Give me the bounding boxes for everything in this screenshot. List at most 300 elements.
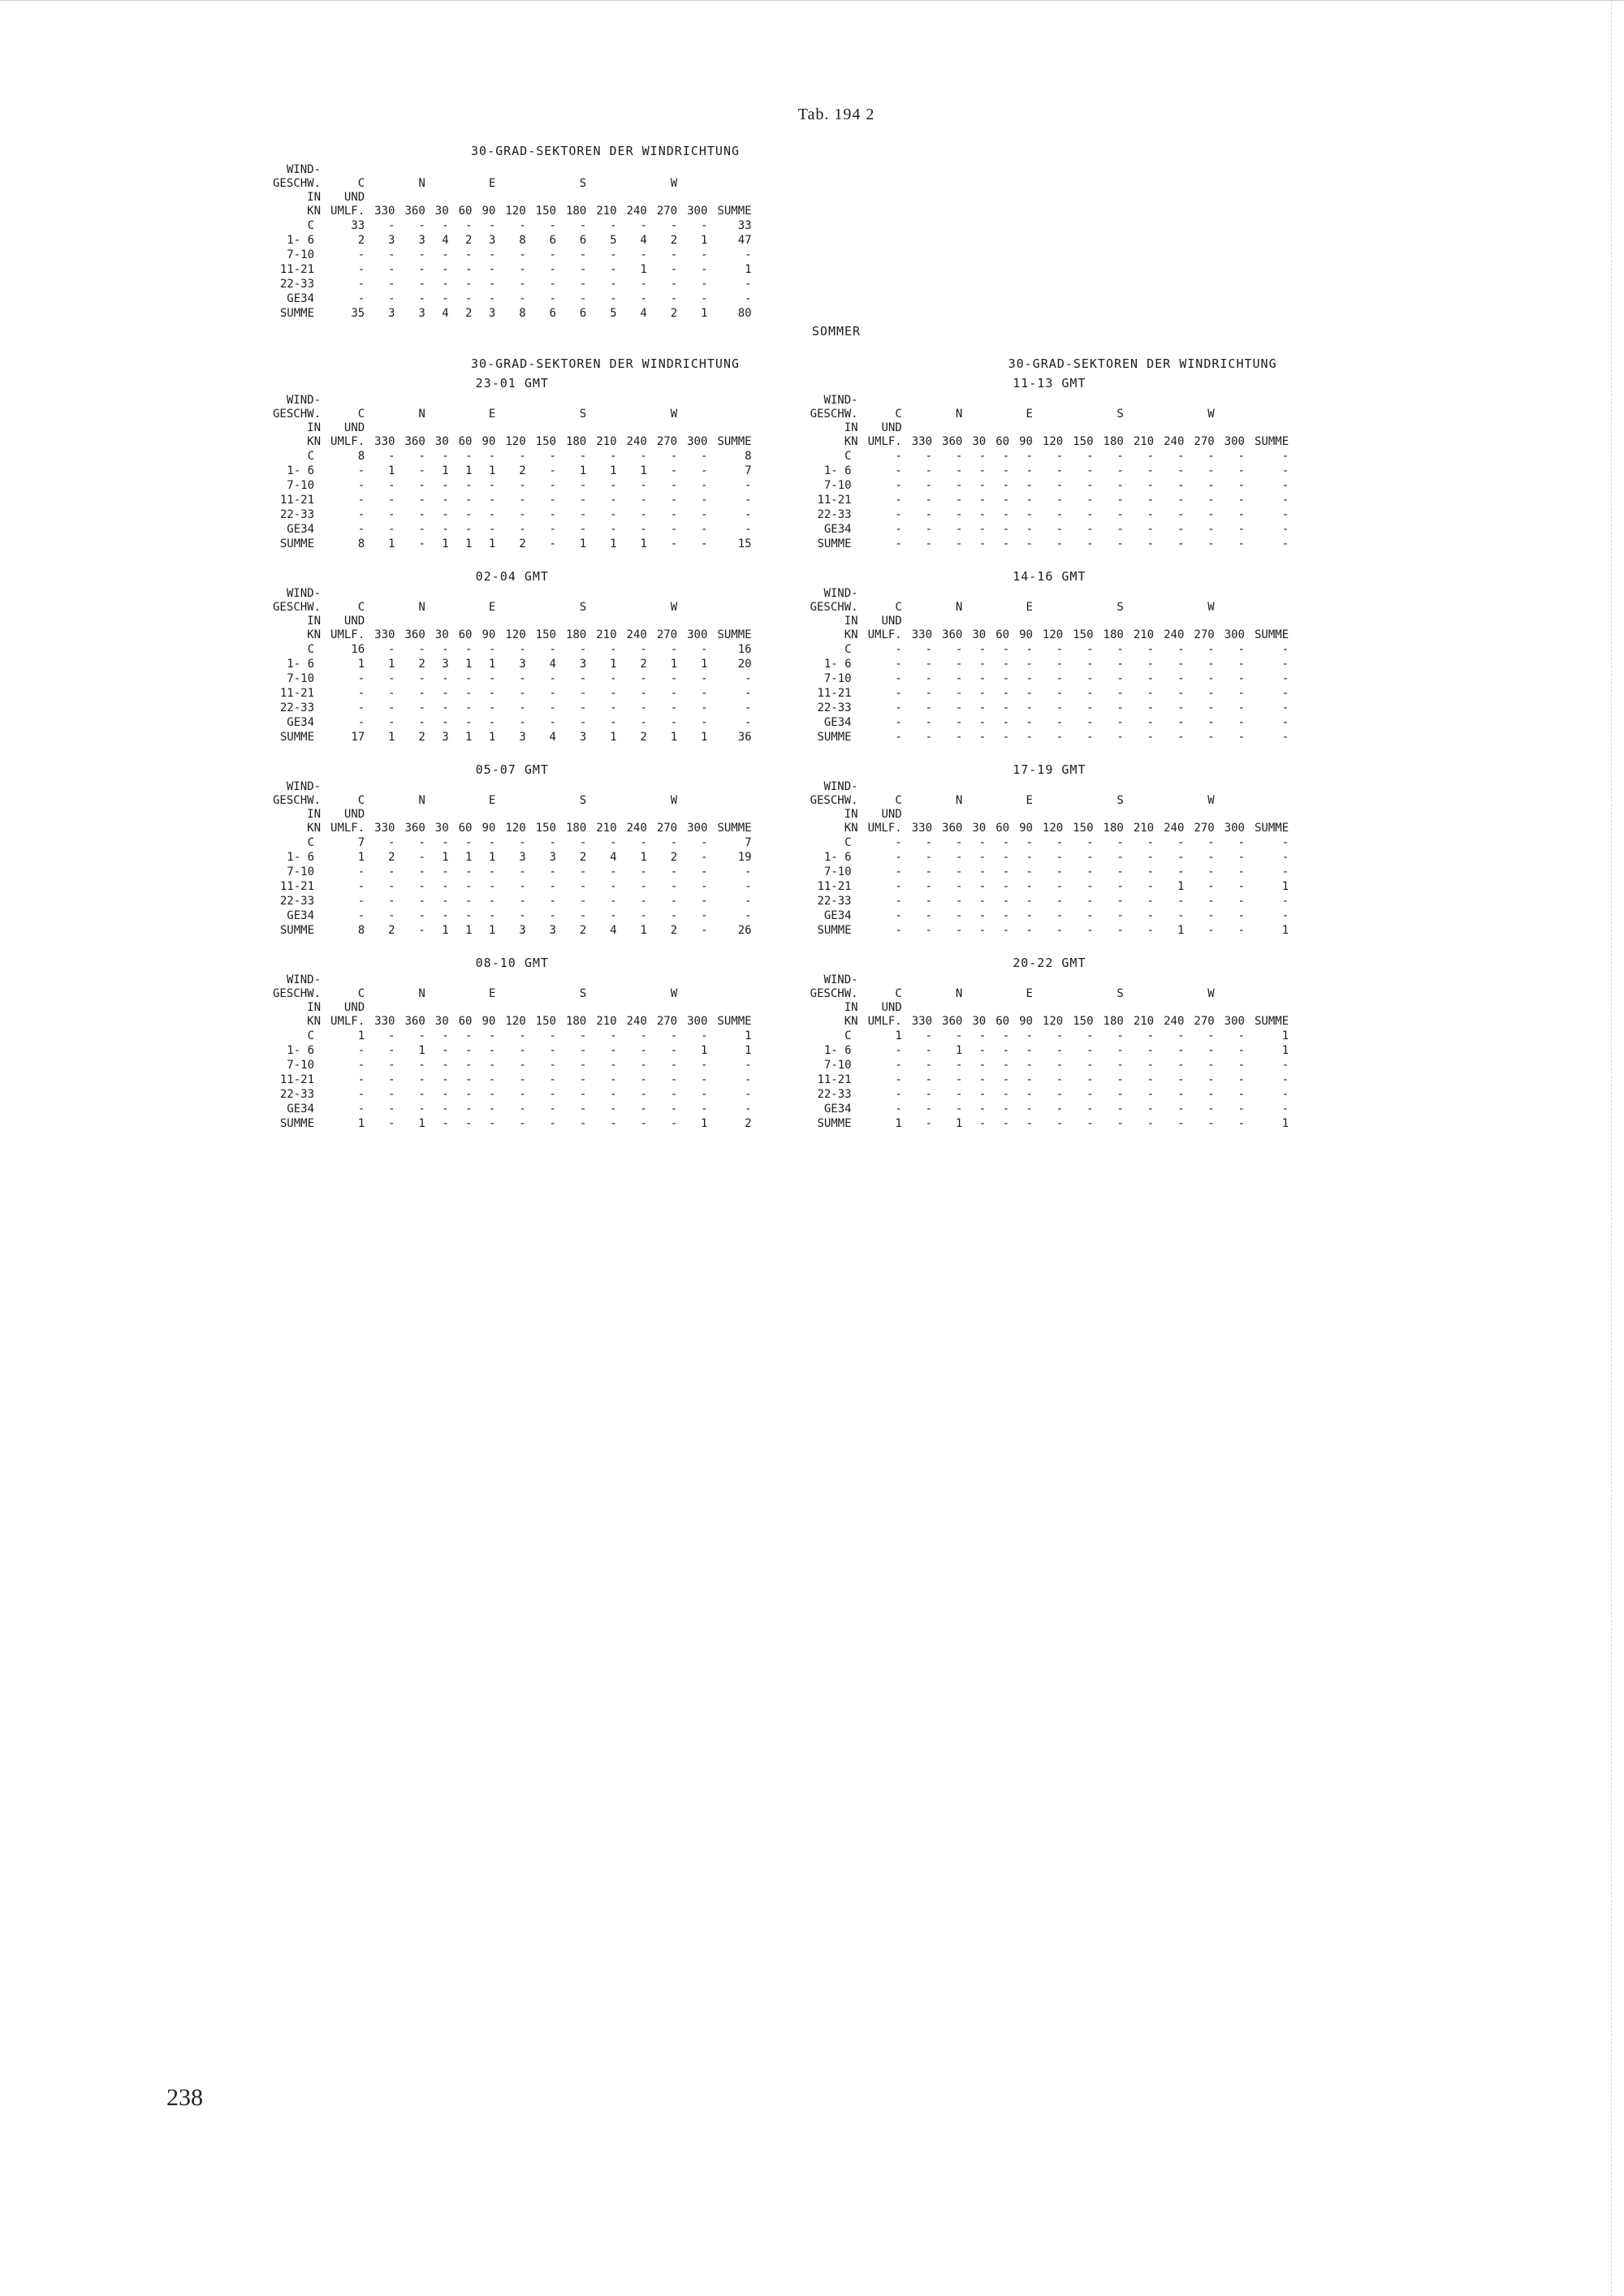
header-row-label: WIND- [823,973,858,986]
header-cell [430,394,454,408]
table-cell: - [1056,1073,1064,1086]
header-row-label: WIND- [286,163,322,176]
header-row [268,794,757,808]
table-cell: 1 [418,1117,425,1130]
header-cell: C [357,408,365,421]
table-cell: - [549,1073,556,1086]
table-cell: - [925,924,933,937]
header-cell [907,394,937,408]
header-row [268,973,757,987]
table-cell: - [745,278,752,291]
table-cell: - [1207,836,1215,849]
table-cell: 36 [737,731,752,744]
header-row [268,1015,757,1029]
header-cell [500,177,530,191]
row-label: SUMME [279,537,315,550]
header-row [806,394,1294,408]
table-cell: - [1207,701,1215,714]
header-row [806,973,1294,987]
row-label: 11-21 [817,687,852,700]
header-cell [531,587,561,601]
header-cell [477,191,500,205]
table-cell: - [978,687,987,700]
table-cell: - [1177,672,1185,685]
table-cell: - [579,687,587,700]
table-cell: - [1147,909,1155,922]
table-cell: - [1147,716,1155,729]
table-cell: - [1056,836,1064,849]
header-cell: 330 [911,1015,933,1028]
table-cell: 1 [488,464,496,477]
table-cell: - [1116,1088,1124,1101]
header-cell [1129,394,1159,408]
header-cell [967,780,991,794]
table-cell: - [955,479,963,492]
header-cell [430,808,454,822]
table-cell: - [488,523,496,536]
table-cell: - [488,672,496,685]
header-cell [561,1001,591,1015]
table-cell: - [1086,880,1094,893]
table-cell: - [1086,716,1094,729]
table-cell: - [579,1088,587,1101]
header-row-label: GESCHW. [273,408,322,421]
table-cell: - [1086,1029,1094,1042]
table-cell: - [670,1117,678,1130]
table-cell: - [925,508,933,521]
wind-table [806,780,1294,938]
row-label: 22-33 [279,701,315,714]
table-cell: - [388,1059,395,1072]
header-cell [1068,973,1098,987]
table-cell: 8 [357,450,365,463]
header-cell: 120 [505,628,526,641]
header-cell [1099,1001,1129,1015]
table-cell: - [700,537,708,550]
table-cell: - [1086,836,1094,849]
table-cell: - [640,701,647,714]
table-cell: - [488,643,496,656]
header-cell [1038,587,1068,601]
table-cell: - [1116,643,1124,656]
table-cell: - [955,494,963,507]
header-cell [430,177,454,191]
header-cell [454,421,477,435]
header-cell [863,973,907,987]
table-cell: - [442,865,449,878]
table-cell: - [1086,479,1094,492]
table-cell: - [1086,450,1094,463]
header-row [806,808,1294,822]
table-cell: - [418,508,425,521]
table-cell: 6 [549,234,556,247]
header-cell: E [1026,601,1033,614]
table-cell: - [745,494,752,507]
table-row [268,277,757,291]
table-cell: - [488,880,496,893]
table-row [268,306,757,321]
table-cell: - [700,508,708,521]
table-cell: - [357,672,365,685]
header-cell [967,1001,991,1015]
table-cell: - [955,658,963,671]
header-cell [591,808,621,822]
table-cell: - [442,880,449,893]
table-cell: - [549,508,556,521]
header-cell [1129,421,1159,435]
table-cell: - [640,523,647,536]
table-cell: - [1086,865,1094,878]
header-row-label: IN [844,615,858,628]
table-cell: - [488,494,496,507]
header-cell: C [895,794,902,807]
table-cell: - [549,1103,556,1116]
header-cell [1068,1001,1098,1015]
table-cell: 1 [465,658,473,671]
table-cell: - [357,292,365,305]
header-cell [682,987,712,1001]
table-cell: - [1281,716,1289,729]
table-cell: - [1086,643,1094,656]
table-cell: 3 [388,234,395,247]
table-cell: - [418,479,425,492]
header-row-label: KN [307,822,322,835]
table-cell: - [1056,450,1064,463]
header-cell [1129,408,1159,421]
table-cell: - [1177,1117,1185,1130]
header-cell [477,394,500,408]
table-row [268,1043,757,1058]
header-cell: 210 [1133,1015,1155,1028]
table-cell: - [955,851,963,864]
header-cell [500,780,530,794]
table-cell: - [1177,687,1185,700]
table-cell: - [1207,880,1215,893]
header-cell: 120 [1042,822,1064,835]
table-cell: - [1207,479,1215,492]
table-cell: - [1237,716,1245,729]
table-cell: - [1026,836,1033,849]
header-cell [1129,973,1159,987]
row-label: 22-33 [817,701,852,714]
header-cell [454,587,477,601]
header-cell [500,587,530,601]
table-cell: - [465,643,473,656]
table-cell: - [1056,851,1064,864]
table-cell: - [388,1029,395,1042]
header-cell [1159,987,1189,1001]
table-cell: - [357,909,365,922]
table-cell: - [610,508,617,521]
table-cell: - [1147,731,1155,744]
table-cell: - [488,687,496,700]
header-cell: 360 [942,1015,963,1028]
table-cell: 3 [488,234,496,247]
header-cell: E [488,177,496,190]
header-cell [477,587,500,601]
header-cell [652,780,682,794]
table-cell: - [640,494,647,507]
header-cell: 90 [482,628,496,641]
header-cell [1159,794,1189,808]
table-cell: - [1002,1044,1010,1057]
table-cell: - [388,263,395,276]
table-cell: - [418,716,425,729]
table-cell: - [465,450,473,463]
table-cell: - [488,479,496,492]
table-cell: 2 [670,234,678,247]
table-cell: - [1281,672,1289,685]
left-column [268,356,757,1149]
table-cell: 3 [519,924,526,937]
table-cell: - [610,895,617,908]
table-cell: - [895,494,902,507]
header-cell [622,601,652,615]
header-cell [591,794,621,808]
table-cell: - [895,450,902,463]
table-cell: - [1026,1044,1033,1057]
table-row [806,715,1294,730]
table-row [268,262,757,277]
row-label: C [307,219,315,232]
header-cell [1014,808,1038,822]
table-cell: - [1147,895,1155,908]
table-cell: - [1147,643,1155,656]
header-cell: N [955,408,963,421]
header-cell: 240 [1164,822,1185,835]
table-row [268,908,757,923]
table-cell: - [1026,924,1033,937]
table-row [268,218,757,233]
table-cell: - [488,895,496,908]
table-cell: - [1086,523,1094,536]
table-cell: - [1281,865,1289,878]
time-blocks-container [268,356,1405,1149]
row-label: 1- 6 [823,464,852,477]
table-cell: 1 [579,464,587,477]
table-cell: - [1002,687,1010,700]
header-cell [991,987,1014,1001]
table-cell: - [955,731,963,744]
table-cell: - [442,1059,449,1072]
row-label: 11-21 [817,494,852,507]
table-cell: - [1056,537,1064,550]
table-cell: - [357,1059,365,1072]
header-cell [531,394,561,408]
table-cell: - [1116,494,1124,507]
table-cell: - [1026,537,1033,550]
table-cell: - [1002,508,1010,521]
table-cell: - [388,1117,395,1130]
table-cell: 1 [700,1044,708,1057]
header-cell [454,163,477,177]
table-cell: - [442,450,449,463]
table-cell: - [488,865,496,878]
table-cell: - [1147,508,1155,521]
table-cell: - [465,1029,473,1042]
table-cell: - [925,658,933,671]
table-cell: - [465,880,473,893]
header-cell [430,780,454,794]
table-cell: - [1207,672,1215,685]
table-cell: - [1281,851,1289,864]
header-cell: 150 [1073,822,1094,835]
table-cell: - [700,479,708,492]
table-cell: - [1207,865,1215,878]
table-cell: - [1147,523,1155,536]
table-cell: - [895,643,902,656]
table-cell: - [1026,895,1033,908]
header-cell [1129,808,1159,822]
header-cell: C [357,601,365,614]
table-cell: - [955,716,963,729]
table-cell: - [1147,672,1155,685]
table-cell: 7 [357,836,365,849]
table-cell: - [357,701,365,714]
table-cell: - [1116,701,1124,714]
header-cell: 270 [1194,822,1215,835]
table-cell: 4 [610,851,617,864]
table-cell: - [1237,537,1245,550]
table-cell: - [745,716,752,729]
table-cell: - [955,643,963,656]
table-cell: - [1026,658,1033,671]
header-cell: 90 [1019,1015,1033,1028]
header-cell [369,191,400,205]
table-cell: - [978,895,987,908]
table-cell: - [1086,537,1094,550]
header-cell [682,1001,712,1015]
header-cell [477,615,500,628]
header-row-label: KN [844,435,858,448]
header-cell [531,421,561,435]
table-cell: - [1177,701,1185,714]
header-cell [967,394,991,408]
table-cell: - [549,494,556,507]
table-cell: - [895,479,902,492]
table-cell: 1 [895,1117,902,1130]
table-cell: - [388,479,395,492]
table-cell: - [1207,687,1215,700]
table-cell: - [1237,494,1245,507]
table-cell: - [579,1029,587,1042]
table-cell: 3 [418,307,425,320]
table-cell: - [1026,1088,1033,1101]
header-cell [991,421,1014,435]
table-cell: - [1056,508,1064,521]
table-cell: - [418,701,425,714]
header-cell: 270 [1194,628,1215,641]
header-cell [1189,973,1219,987]
table-cell: - [1147,494,1155,507]
table-cell: - [1237,658,1245,671]
header-cell [907,615,937,628]
table-cell: - [895,537,902,550]
table-cell: - [442,508,449,521]
header-cell: E [488,987,496,1000]
table-cell: - [640,1044,647,1057]
table-cell: - [925,851,933,864]
header-cell [967,794,991,808]
header-cell [531,408,561,421]
table-cell: - [925,1103,933,1116]
row-label: 22-33 [279,895,315,908]
header-cell: 150 [1073,1015,1094,1028]
header-cell [682,615,712,628]
table-cell: - [1207,658,1215,671]
header-cell: UMLF. [867,1015,902,1028]
time-block [268,956,757,1131]
table-row [268,701,757,715]
table-cell: 2 [519,537,526,550]
table-row [268,642,757,657]
header-cell: 60 [458,205,473,218]
table-cell: - [519,1044,526,1057]
header-cell [1189,615,1219,628]
header-cell: SUMME [1255,628,1289,641]
table-cell: - [519,1073,526,1086]
table-cell: - [925,716,933,729]
header-cell: C [357,177,365,190]
header-cell [1129,601,1159,615]
table-cell: - [1147,479,1155,492]
table-cell: - [388,1044,395,1057]
table-cell: - [465,219,473,232]
header-row-label: IN [844,421,858,434]
table-cell: - [1281,450,1289,463]
table-cell: - [549,1029,556,1042]
table-cell: 1 [610,731,617,744]
table-cell: - [388,278,395,291]
time-block [806,376,1294,551]
table-cell: - [955,880,963,893]
header-row [806,408,1294,421]
header-cell [1099,973,1129,987]
table-cell: - [700,263,708,276]
row-label: C [307,643,315,656]
table-cell: - [519,494,526,507]
table-row [806,701,1294,715]
table-cell: - [1147,880,1155,893]
table-cell: - [670,1073,678,1086]
table-cell: - [357,1044,365,1057]
table-cell: 1 [895,1029,902,1042]
header-cell [1129,587,1159,601]
header-cell: SUMME [717,435,752,448]
header-cell [369,1001,400,1015]
table-cell: 2 [357,234,365,247]
table-cell: 1 [579,537,587,550]
header-cell [967,587,991,601]
header-row [806,1001,1294,1015]
table-content [268,106,1405,1149]
header-cell [682,973,712,987]
header-cell [1220,394,1250,408]
table-cell: - [1026,880,1033,893]
row-label: 11-21 [817,880,852,893]
header-row-label: IN [307,421,322,434]
row-label: 22-33 [817,508,852,521]
header-cell [991,587,1014,601]
header-cell [400,421,430,435]
table-cell: - [579,248,587,261]
table-cell: - [925,909,933,922]
header-cell [1068,601,1098,615]
table-cell: 1 [1281,1044,1289,1057]
table-cell: - [442,643,449,656]
table-cell: 3 [549,851,556,864]
header-cell: 300 [687,435,708,448]
